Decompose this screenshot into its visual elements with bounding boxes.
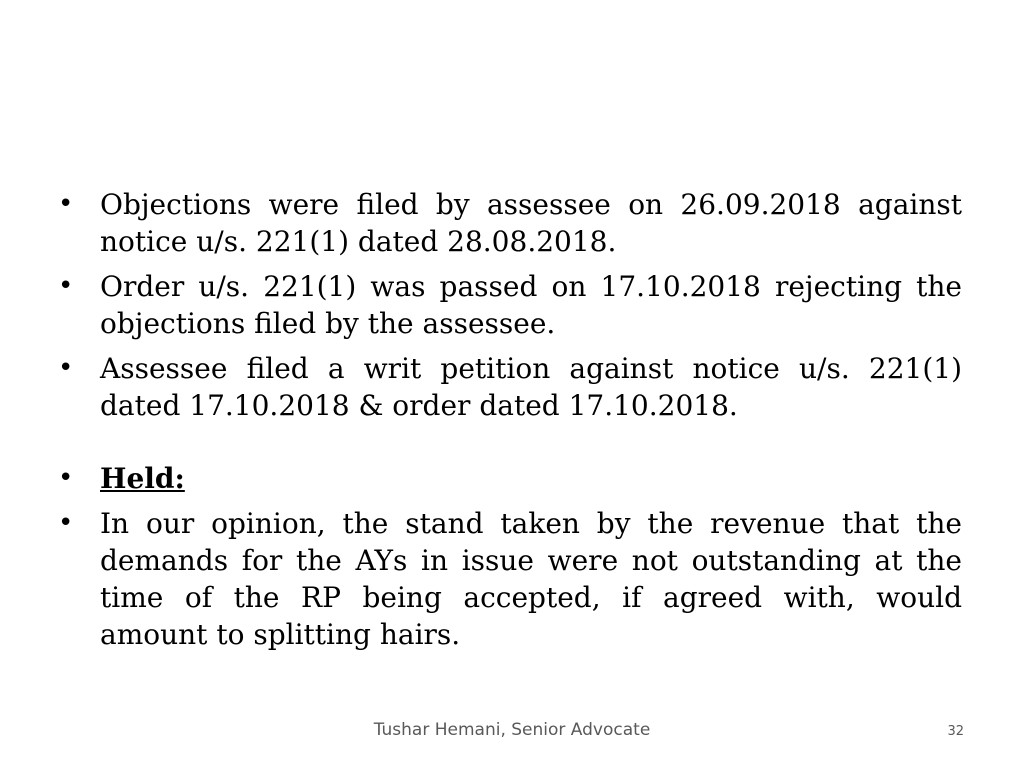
bullet-icon: •: [58, 189, 74, 219]
bullet-text: Order u/s. 221(1) was passed on 17.10.2018 rejecting the objections filed by the assessee.: [100, 270, 962, 340]
bullet-icon: •: [58, 463, 74, 493]
held-opinion-text: In our opinion, the stand taken by the revenue that the demands for the AYs in issue were not outstanding at the time of the RP being accepted, if agreed with, would amount to splitting hairs.: [100, 507, 962, 651]
bullet-order-passed: [56, 268, 962, 342]
page-number: 32: [947, 724, 964, 739]
bullet-icon: •: [58, 508, 74, 538]
held-heading: Held:: [100, 462, 185, 495]
bullet-writ-petition: [56, 350, 962, 424]
bullet-text: Assessee filed a writ petition against notice u/s. 221(1) dated 17.10.2018 & order dated 17.10.2018.: [100, 352, 962, 422]
footer-author: Tushar Hemani, Senior Advocate: [373, 720, 651, 740]
bullet-icon: •: [58, 271, 74, 301]
bullet-icon: •: [58, 353, 74, 383]
slide-content: [56, 186, 962, 661]
bullet-objections-filed: [56, 186, 962, 260]
bullet-held-heading: [56, 460, 962, 497]
bullet-text: Objections were filed by assessee on 26.09.2018 against notice u/s. 221(1) dated 28.08.2018.: [100, 188, 962, 258]
bullet-held-opinion: [56, 505, 962, 653]
